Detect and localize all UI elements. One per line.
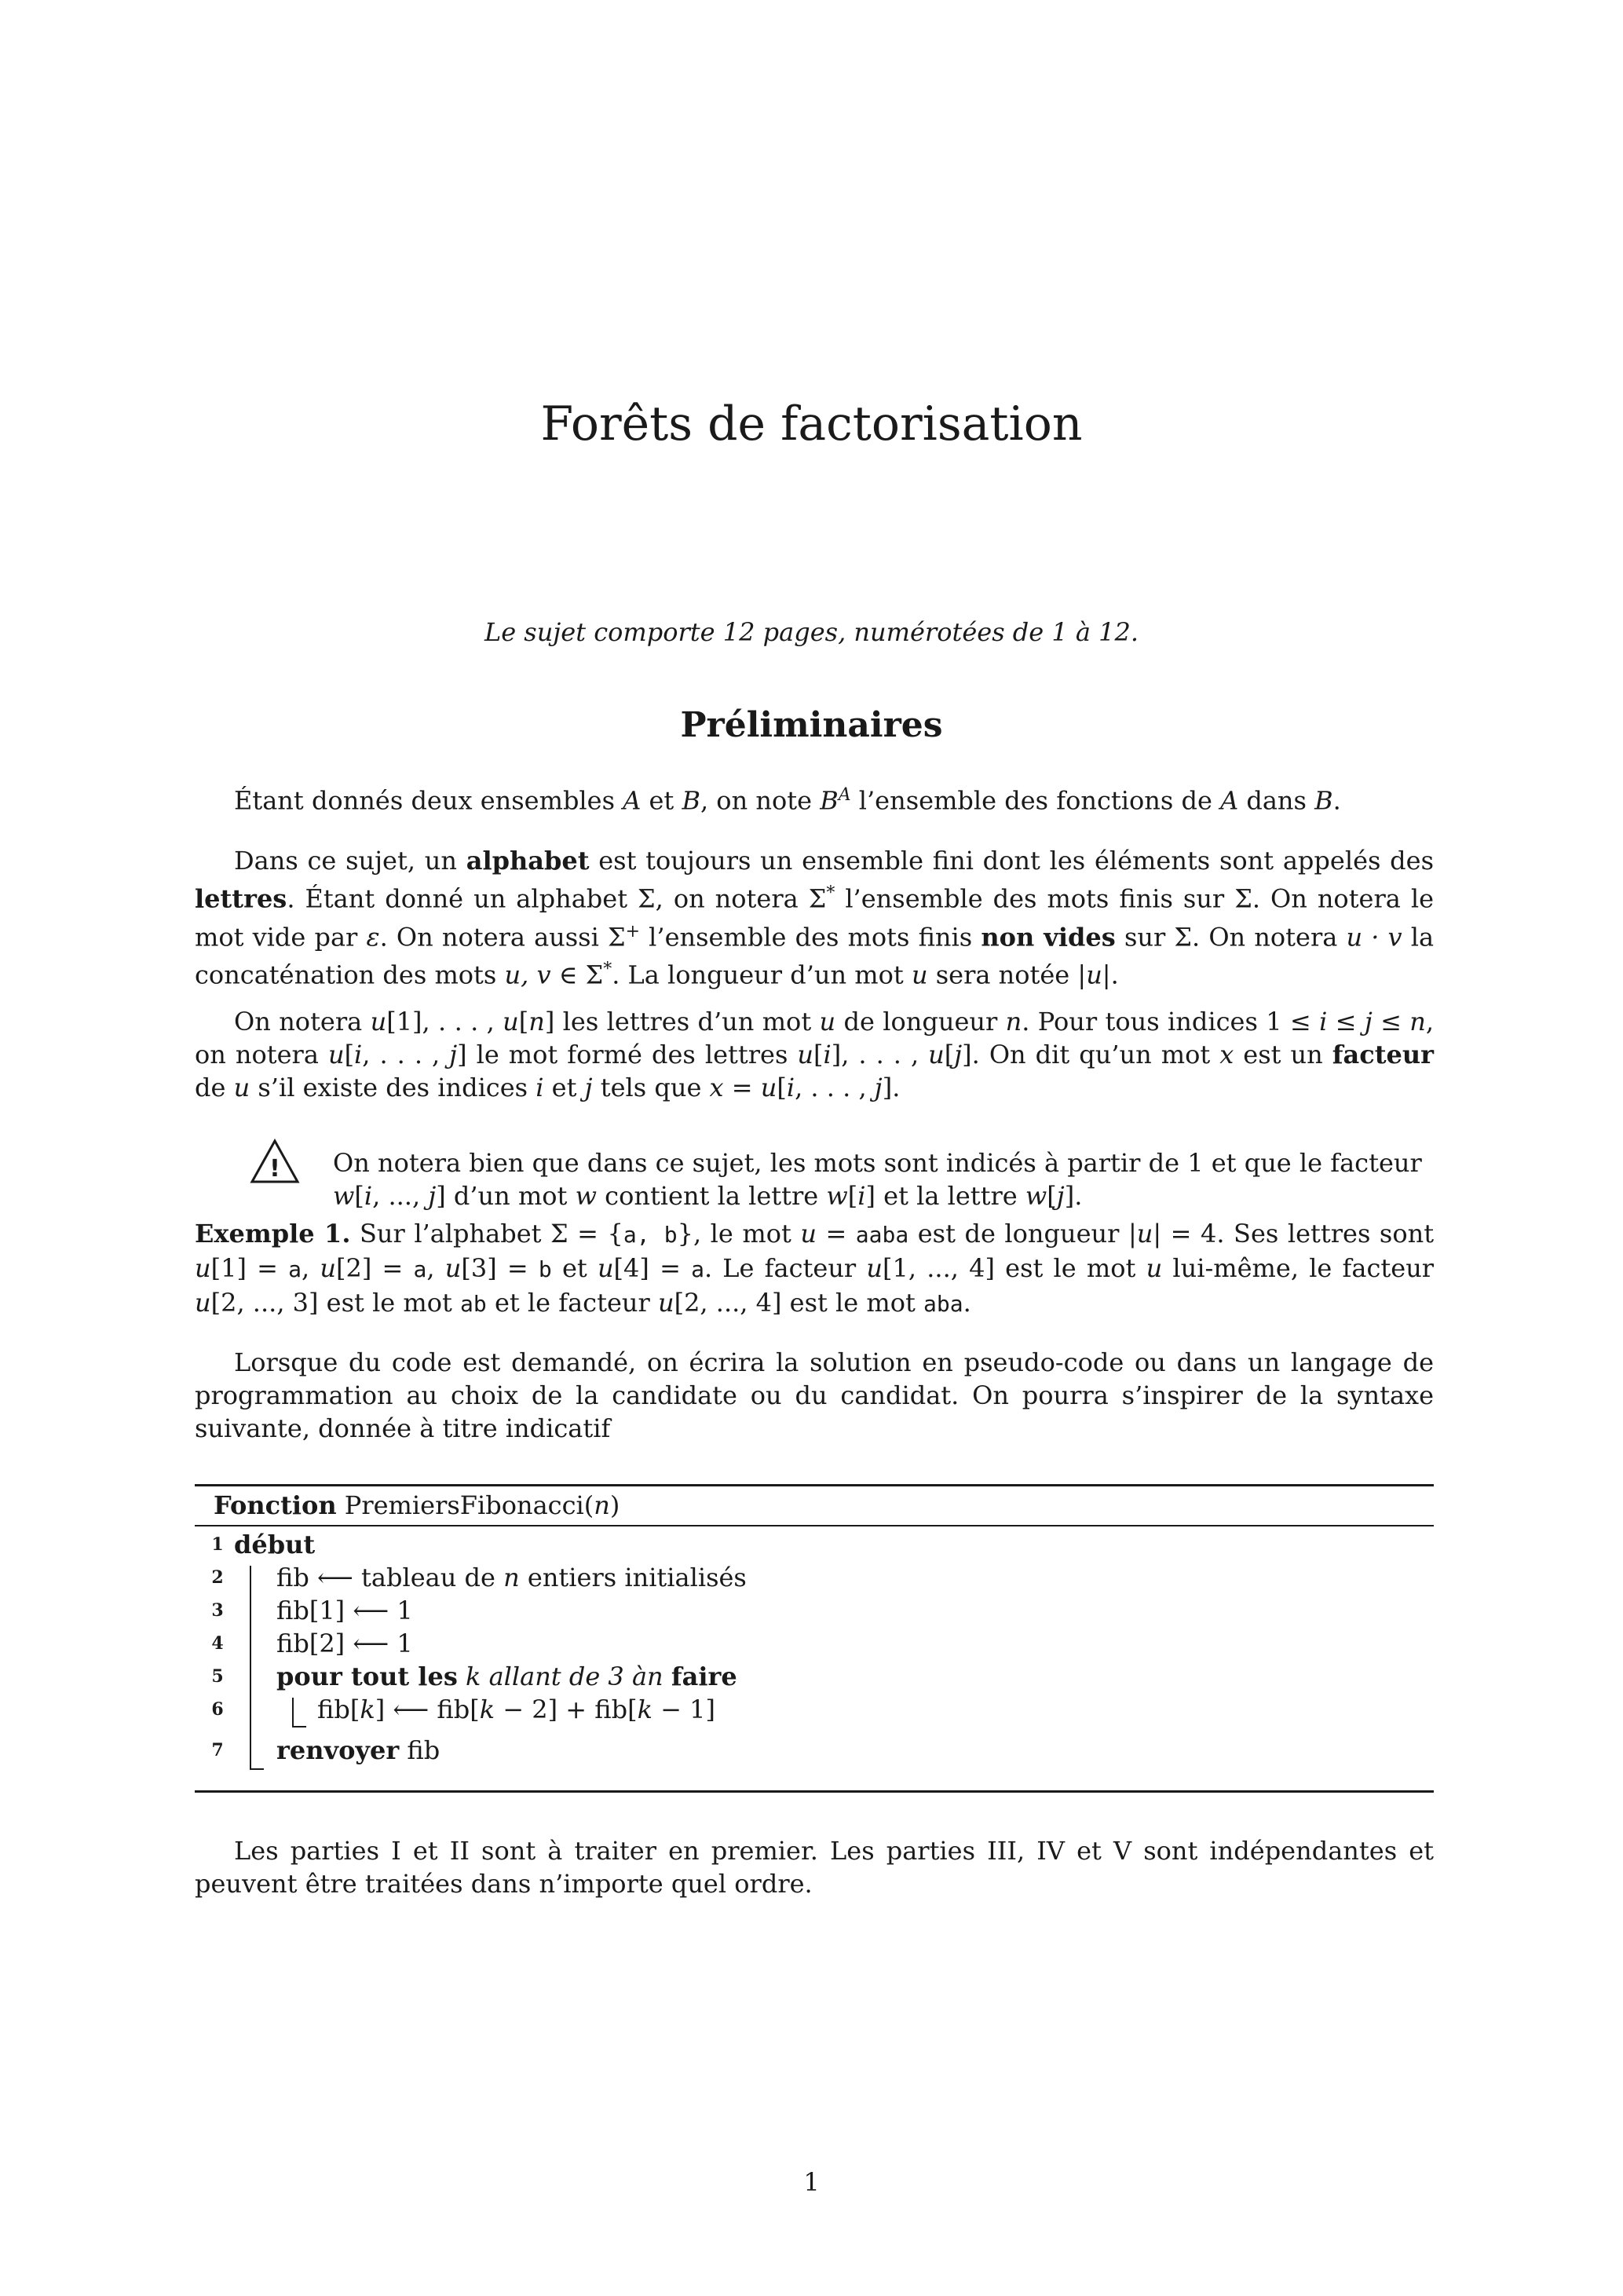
algorithm-top-rule — [195, 1484, 1434, 1486]
algo-line-6: fib[k] ⟵ fib[k − 2] + fib[k − 1] — [317, 1695, 715, 1724]
svg-text:!: ! — [269, 1155, 280, 1183]
algorithm-header-rule — [195, 1525, 1434, 1526]
line-number: 1 — [211, 1534, 224, 1555]
section-title: Préliminaires — [680, 705, 943, 745]
page-number: 1 — [803, 2167, 820, 2197]
algo-line-5: pour tout les k allant de 3 àn faire — [276, 1662, 737, 1691]
paragraph-parts-order: Les parties I et II sont à traiter en premier. Les parties III, IV et V sont indépendantes et peuvent être traitées dans n’importe quel ordre. — [195, 1836, 1434, 1899]
algo-line-1: début — [234, 1530, 316, 1559]
algo-line-7: renvoyer fib — [276, 1735, 440, 1765]
line-number: 4 — [211, 1633, 224, 1654]
paragraph-alphabet: Dans ce sujet, un alphabet est toujours un ensemble fini dont les éléments sont appelés des lettres. Étant donné un alphabet Σ, on notera Σ* l’ensemble des mots finis sur Σ. On notera le mot vide par ε. On notera aussi Σ+ l’ensemble des mots finis non vides sur Σ. On notera u · v la concaténation des mots u, v ∈ Σ*. La longueur d’un mot u sera notée |u|. — [195, 846, 1435, 990]
document-title: Forêts de factorisation — [540, 397, 1083, 452]
algorithm-bottom-rule — [195, 1790, 1434, 1793]
block-bar-debut — [250, 1566, 251, 1770]
line-number: 7 — [211, 1740, 224, 1760]
warning-icon — [250, 1139, 300, 1184]
algo-line-4: fib[2] ⟵ 1 — [276, 1629, 413, 1658]
warning-text: On notera bien que dans ce sujet, les mots sont indicés à partir de 1 et que le facteur w[i, ..., j] d’un mot w contient la lettre w[i] et la lettre w[j]. — [333, 1148, 1422, 1211]
algorithm-header: Fonction PremiersFibonacci(n) — [214, 1490, 620, 1520]
line-number: 6 — [211, 1699, 224, 1720]
paragraph-factor: On notera u[1], . . . , u[n] les lettres d’un mot u de longueur n. Pour tous indices 1 ≤ i ≤ j ≤ n, on notera u[i, . . . , j] le mot formé des lettres u[i], . . . , u[j]. On dit qu’un mot x est un facteur de u s’il existe des indices i et j tels que x = u[i, . . . , j]. — [195, 1007, 1435, 1102]
paragraph-code-instructions: Lorsque du code est demandé, on écrira la solution en pseudo-code ou dans un langage de programmation au choix de la candidate ou du candidat. On pourra s’inspirer de la syntaxe suivante, donnée à titre indicatif — [195, 1347, 1434, 1443]
example-label: Exemple 1. — [195, 1219, 351, 1249]
algo-line-3: fib[1] ⟵ 1 — [276, 1596, 413, 1625]
paragraph-notation-functions: Étant donnés deux ensembles A et B, on note $B^A$ l’ensemble des fonctions de A dans B. — [234, 785, 1341, 816]
document-subtitle: Le sujet comporte 12 pages, numérotées de 1 à 12. — [484, 617, 1139, 647]
line-number: 2 — [211, 1567, 224, 1588]
line-number: 5 — [211, 1666, 224, 1687]
algo-line-2: fib ⟵ tableau de n entiers initialisés — [276, 1563, 747, 1592]
block-foot-debut — [250, 1768, 264, 1770]
algorithm-box — [195, 1484, 1434, 1792]
block-foot-pour — [292, 1726, 306, 1727]
example-paragraph: Exemple 1. Sur l’alphabet Σ = {a, b}, le mot u = aaba est de longueur |u| = 4. Ses lettres sont u[1] = a, u[2] = a, u[3] = b et u[4] = a. Le facteur u[1, ..., 4] est le mot u lui-même, le facteur u[2, ..., 3] est le mot ab et le facteur u[2, ..., 4] est le mot aba. — [195, 1219, 1435, 1318]
block-bar-pour — [292, 1698, 294, 1727]
line-number: 3 — [211, 1600, 224, 1621]
